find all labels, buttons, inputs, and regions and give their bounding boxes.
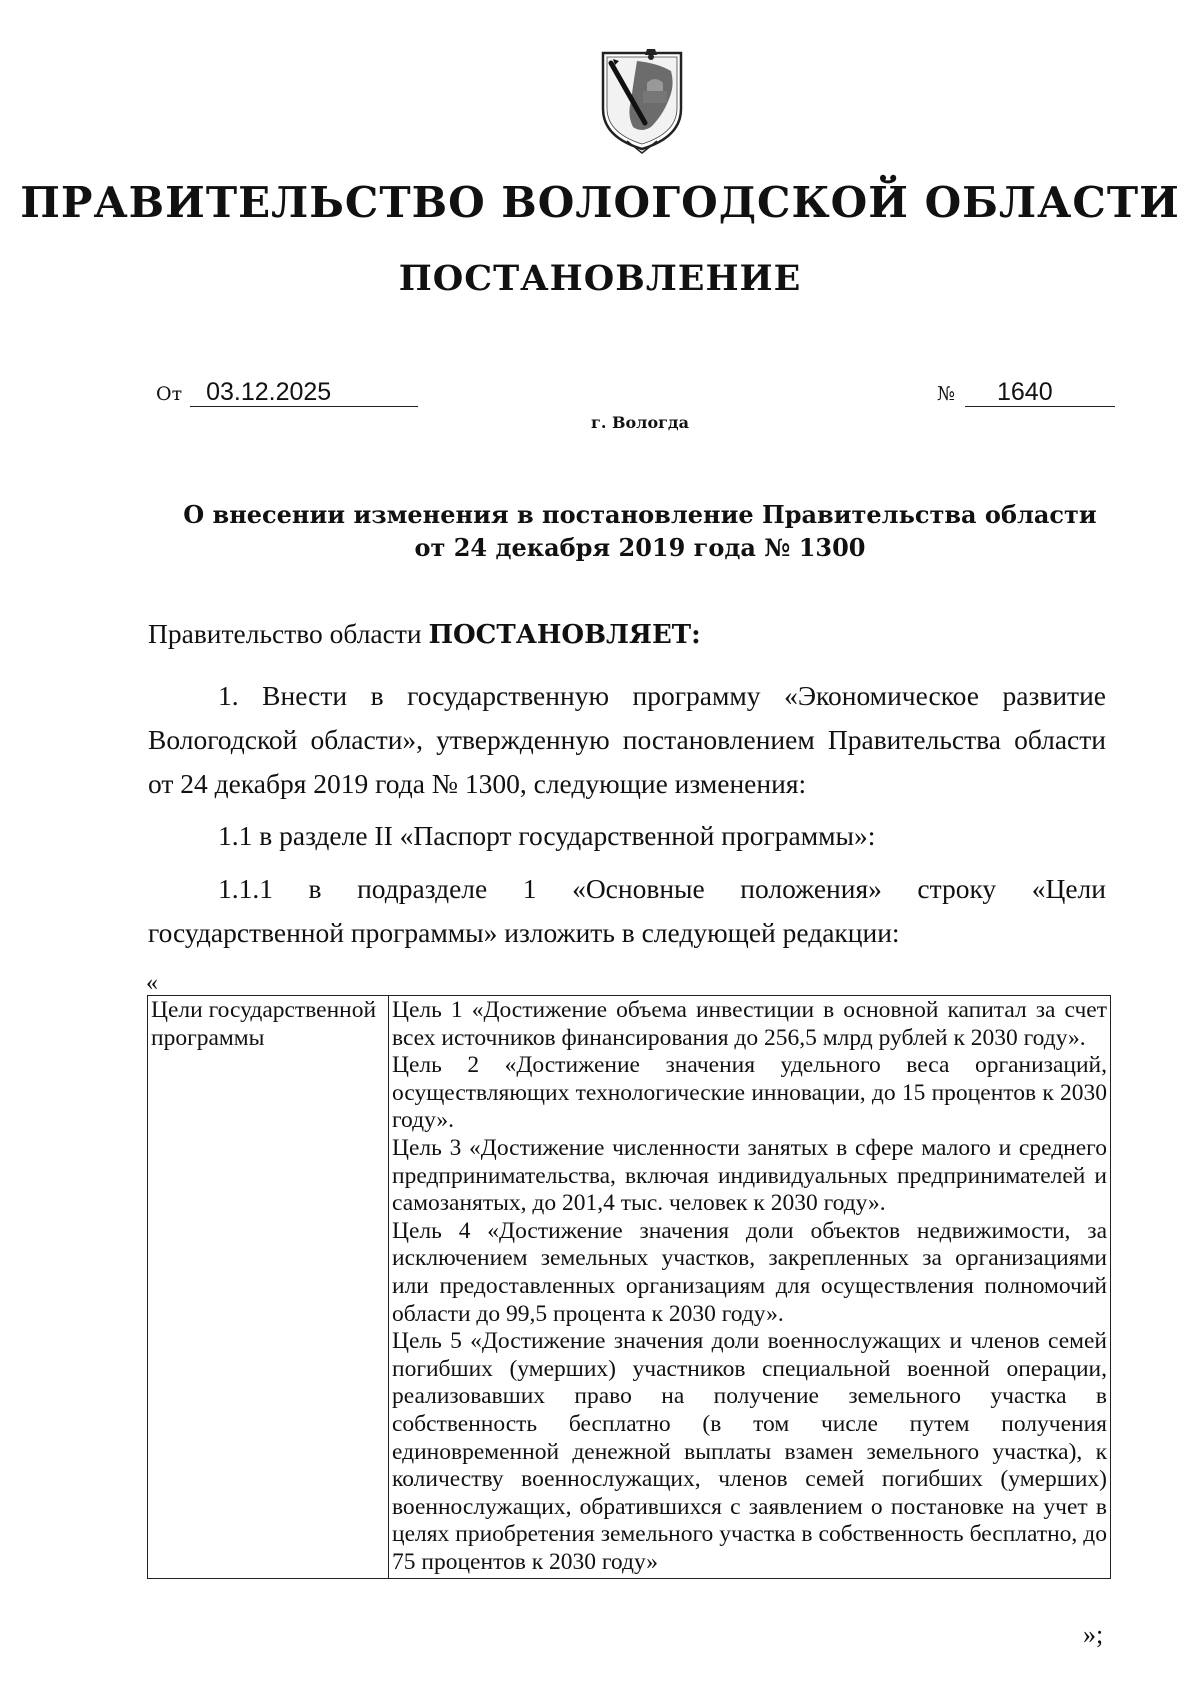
goal-item: Цель 1 «Достижение объема инвестиции в основной капитал за счет всех источников финансирования до 256,5 млрд рублей к 2030 году».	[392, 997, 1107, 1051]
goal-item: Цель 5 «Достижение значения доли военнослужащих и членов семей погибших (умерших) участников специальной военной операции, реализовавших право на получение земельного участка в собственность бесплатно (в том числе путем получения единовременной денежной выплаты взамен земельного участка), к количеству военнослужащих, членов семей погибших (умерших) военнослужащих, обратившихся с заявлением о постановке на учет в целях приобретения земельного участка в собственность бесплатно, до 75 процентов к 2030 году»	[392, 1328, 1107, 1575]
opening-quote: «	[146, 970, 158, 996]
date-label: От	[156, 383, 183, 405]
program-goals-table	[147, 995, 1111, 1579]
date-field	[156, 378, 418, 407]
paragraph-item-1-1-1: 1.1.1 в подразделе 1 «Основные положения» строку «Цели государственной программы» изложить в следующей редакции:	[148, 873, 1106, 948]
goal-item: Цель 4 «Достижение значения доли объектов недвижимости, за исключением земельных участков, закрепленных за организациями или предоставленных организациям для осуществления полномочий области до 99,5 процента к 2030 году».	[392, 1217, 1107, 1327]
paragraph-item-1-1: 1.1 в разделе II «Паспорт государственной программы»:	[218, 820, 876, 851]
intro-resolves: ПОСТАНОВЛЯЕТ:	[428, 620, 701, 650]
number-field	[937, 378, 1115, 407]
intro-prefix: Правительство области	[148, 618, 422, 649]
closing-quote: »;	[1083, 1620, 1104, 1649]
resolution-intro	[148, 612, 1106, 657]
city-label: г. Вологда	[591, 413, 689, 432]
number-value: 1640	[965, 378, 1115, 407]
subject-line-1: О внесении изменения в постановление Правительства области	[183, 500, 1097, 529]
coat-of-arms-emblem	[597, 45, 687, 155]
goals-label-cell: Цели государственной программы	[148, 996, 389, 1579]
document-type-title: ПОСТАНОВЛЕНИЕ	[398, 258, 802, 299]
paragraph-item-1: 1. Внести в государственную программу «Экономическое развитие Вологодской области», утвержденную постановлением Правительства области от 24 декабря 2019 года № 1300, следующие изменения:	[148, 680, 1106, 799]
subject-line-2: от 24 декабря 2019 года № 1300	[414, 533, 866, 562]
date-value: 03.12.2025	[190, 378, 418, 407]
goal-item: Цель 2 «Достижение значения удельного веса организаций, осуществляющих технологические инновации, до 15 процентов к 2030 году».	[392, 1052, 1107, 1134]
number-label: №	[937, 383, 955, 405]
table-row	[148, 996, 1111, 1579]
document-subject	[0, 498, 1200, 564]
goals-content-cell	[389, 996, 1111, 1579]
goal-item: Цель 3 «Достижение численности занятых в сфере малого и среднего предпринимательства, включая индивидуальных предпринимателей и самозанятых, до 201,4 тыс. человек к 2030 году».	[392, 1134, 1107, 1217]
organization-title: ПРАВИТЕЛЬСТВО ВОЛОГОДСКОЙ ОБЛАСТИ	[20, 178, 1180, 227]
